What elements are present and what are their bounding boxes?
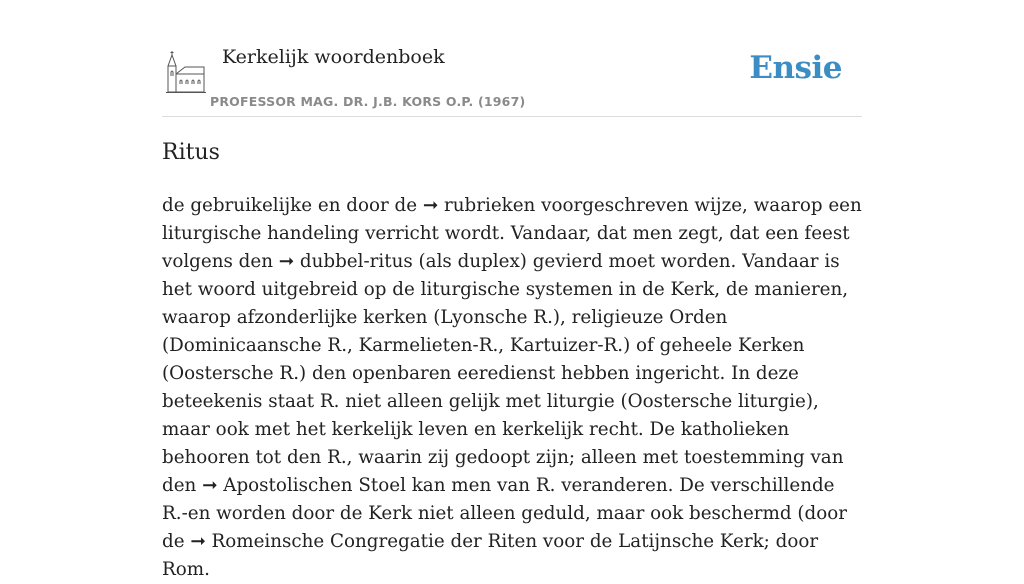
entry-card [162,0,862,580]
crossref-link-rubrieken[interactable]: ➞ rubrieken [422,195,536,216]
crossref-link-apostolischen-stoel[interactable]: ➞ Apostolischen Stoel [202,475,406,496]
dictionary-title[interactable]: Kerkelijk woordenboek [222,46,445,68]
crossref-link-dubbel-ritus[interactable]: ➞ dubbel-ritus [278,251,413,272]
definition-text: (als duplex) gevierd moet worden. Vandaar is het woord uitgebreid op de liturgische systemen in de Kerk, de manieren, waarop afzonderlijke kerken (Lyonsche R.), religieuze Orden (Dominicaansche R., Karmelieten-R., Kartuizer-R.) of geheele Kerken (Oostersche R.) den openbaren eeredienst hebben ingericht. In deze beteekenis staat R. niet alleen gelijk met liturgie (Oostersche liturgie), maar ook met het kerkelijk leven en kerkelijk recht. De katholieken behooren tot den R., waarin zij gedoopt zijn; alleen met toestemming van den [162,251,849,496]
church-icon [166,50,206,94]
dictionary-author: PROFESSOR MAG. DR. J.B. KORS O.P. (1967) [210,94,526,109]
ensie-logo[interactable]: Ensie [749,50,842,86]
entry-definition [162,192,862,584]
definition-text: kan men van R. veranderen. De verschillende R.-en worden door de Kerk niet alleen geduld, maar ook beschermd (door de [162,475,847,552]
dictionary-header [162,0,862,117]
crossref-link-romeinsche-congregatie[interactable]: ➞ Romeinsche Congregatie der Riten [190,531,538,552]
definition-text: de gebruikelijke en door de [162,195,423,216]
definition-text: voor de Latijnsche Kerk; door Rom. [162,531,819,580]
entry-title: Ritus [162,140,220,165]
definition-text: voorgeschreven wijze, waarop een liturgische handeling verricht wordt. Vandaar, dat men zegt, dat een feest volgens den [162,195,862,272]
